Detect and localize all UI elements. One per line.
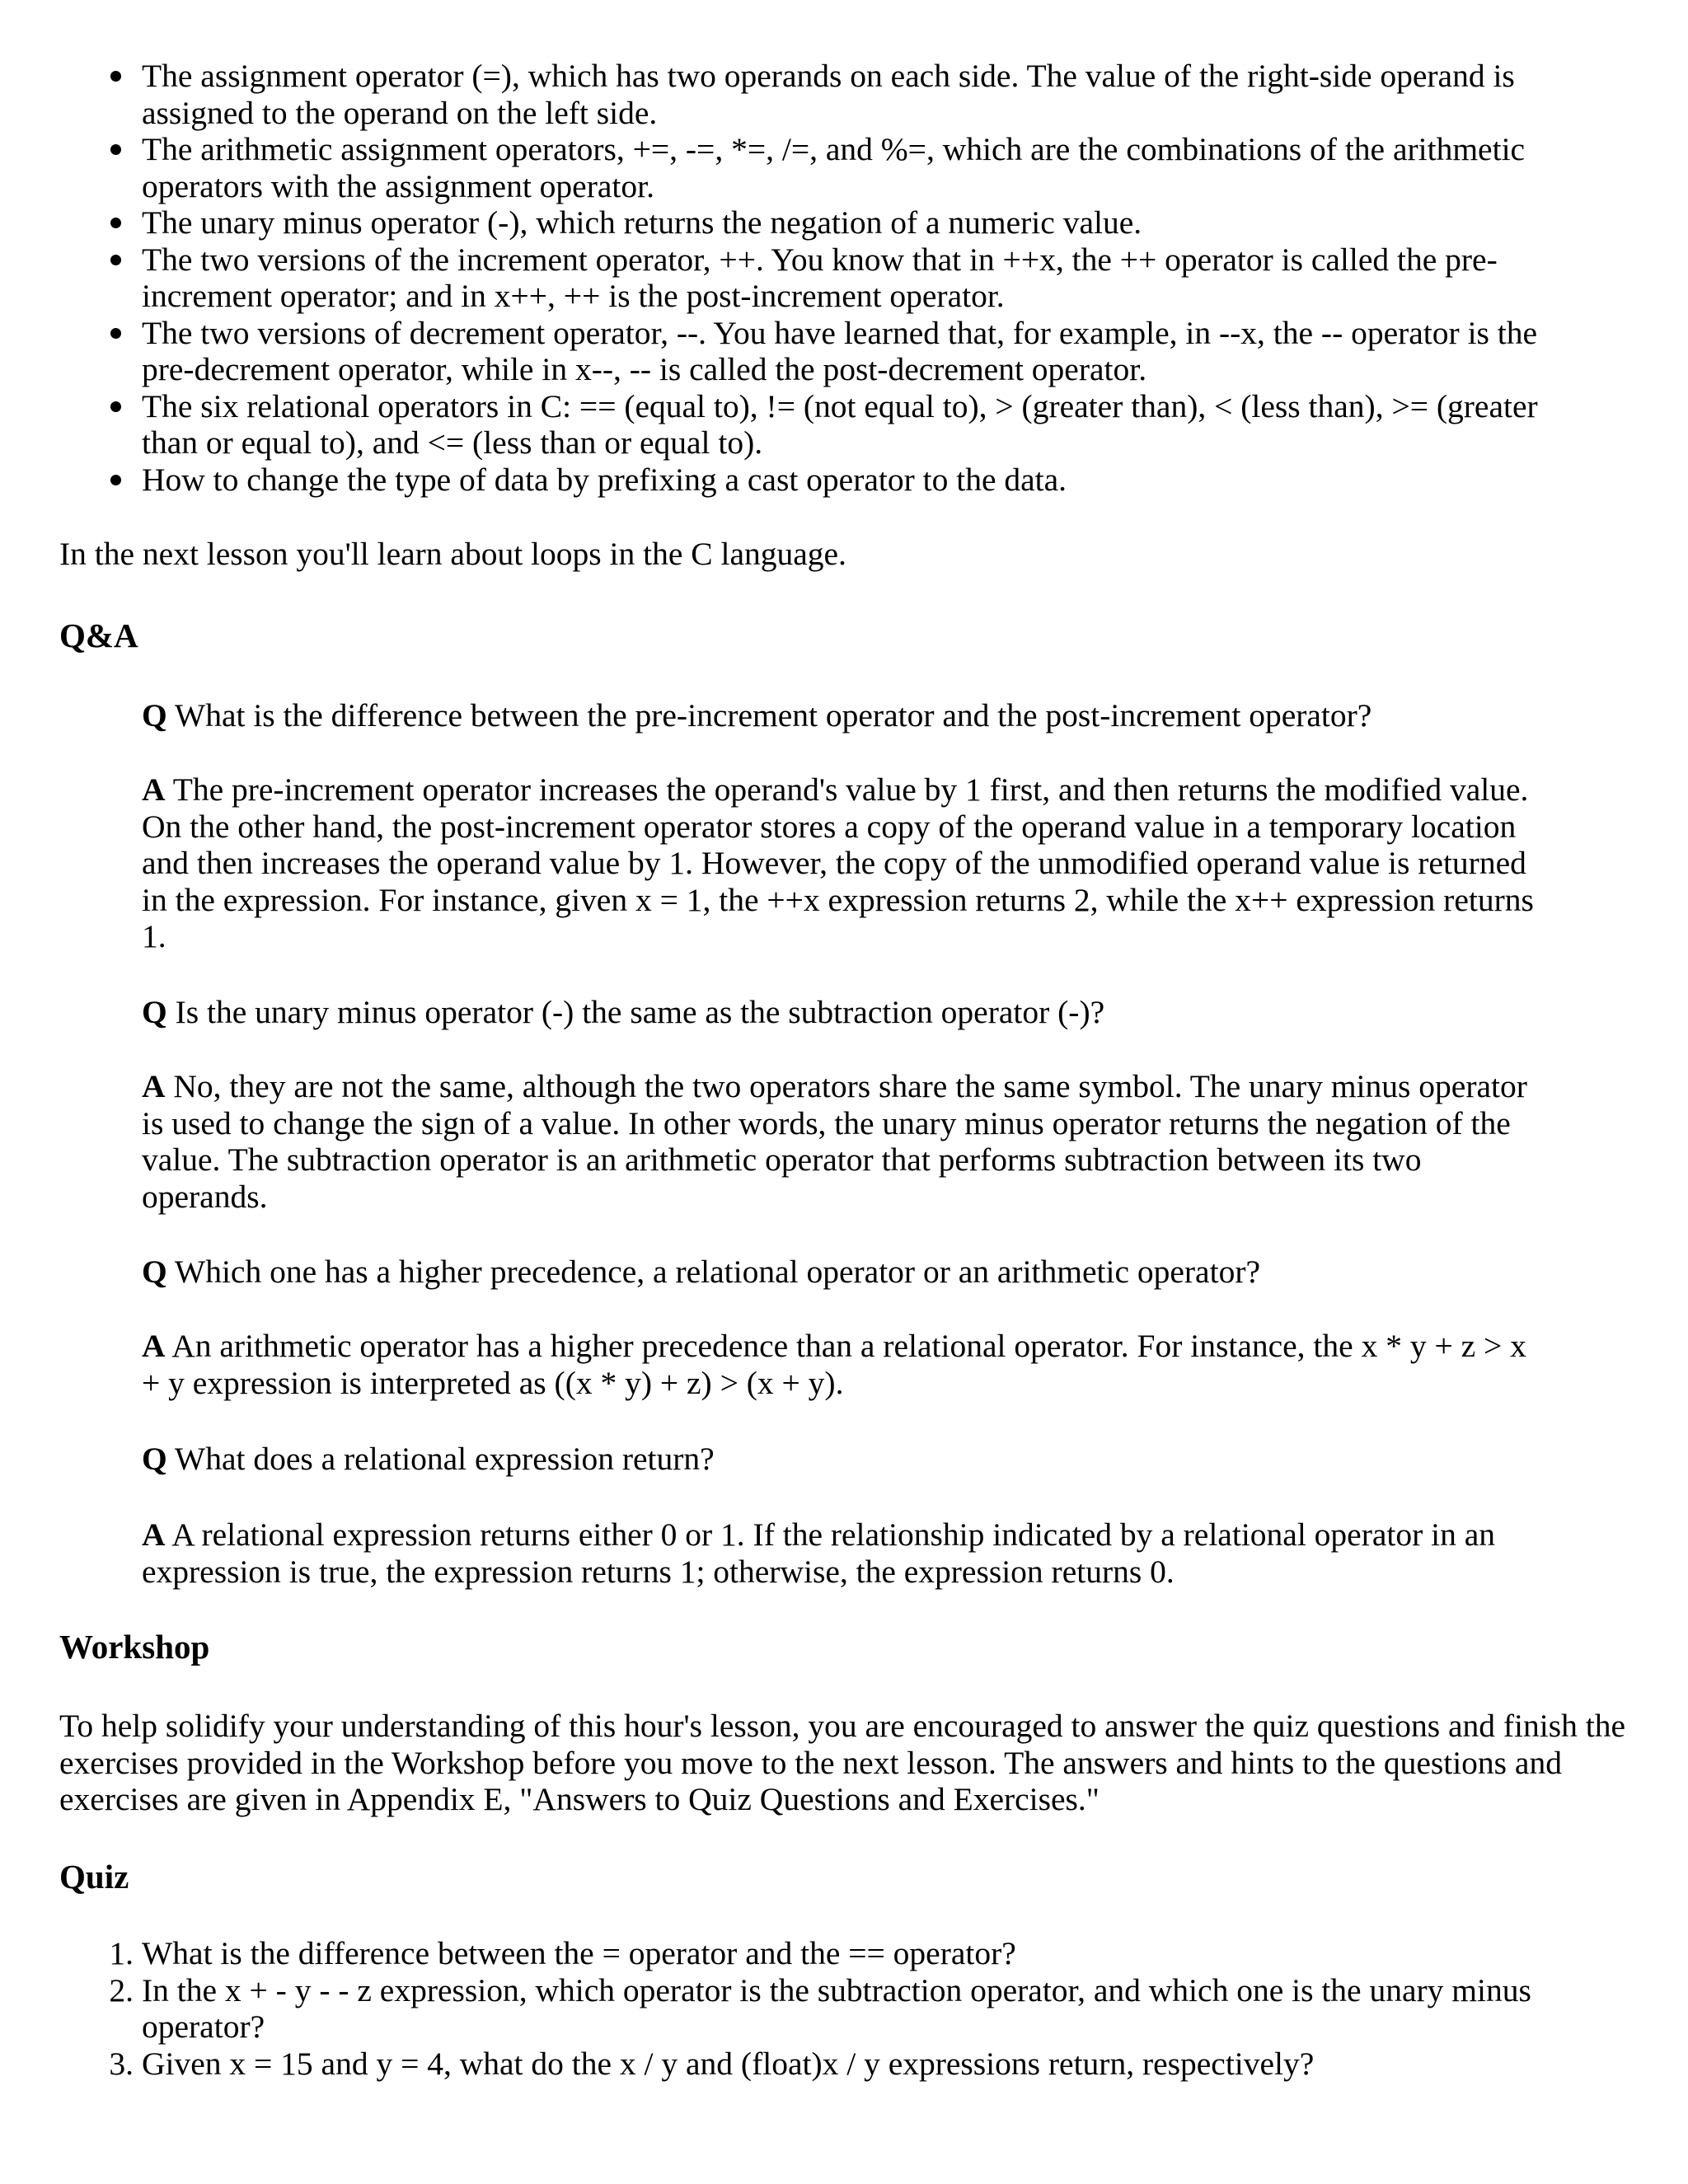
- summary-item-text: The two versions of the increment operator, ++. You know that in ++x, the ++ operator is called the pre-increment operator; and in x++, ++ is the post-increment operator.: [142, 241, 1498, 314]
- summary-item: [142, 131, 1592, 204]
- answer-text: The pre-increment operator increases the operand's value by 1 first, and then returns the modified value. On the other hand, the post-increment operator stores a copy of the operand value in a temporary location and then increases the operand value by 1. However, the copy of the unmodified operand value is returned in the expression. For instance, given x = 1, the ++x expression returns 2, while the x++ expression returns 1.: [142, 771, 1534, 954]
- qa-question: [142, 1254, 1543, 1291]
- quiz-item: [109, 1935, 1592, 1972]
- qa-question: [142, 1441, 1543, 1478]
- question-text: What is the difference between the pre-increment operator and the post-increment operator?: [174, 697, 1372, 733]
- question-label: Q: [142, 994, 167, 1030]
- quiz-item: [109, 2045, 1592, 2083]
- bullet-icon: [110, 71, 121, 82]
- summary-item: [142, 241, 1592, 315]
- quiz-item-number: 2.: [109, 1971, 134, 2008]
- qa-question: [142, 697, 1543, 734]
- quiz-item-number: 1.: [109, 1935, 134, 1971]
- summary-item: [142, 462, 1592, 499]
- qa-answer: [142, 771, 1543, 955]
- qa-answer: [142, 1516, 1543, 1590]
- question-label: Q: [142, 1254, 167, 1290]
- qa-answer: [142, 1328, 1543, 1401]
- question-label: Q: [142, 697, 167, 733]
- question-text: Which one has a higher precedence, a relational operator or an arithmetic operator?: [174, 1254, 1261, 1290]
- answer-label: A: [142, 1516, 166, 1553]
- qa-heading: Q&A: [59, 616, 138, 654]
- summary-item-text: How to change the type of data by prefixing a cast operator to the data.: [142, 461, 1067, 498]
- summary-item: [142, 315, 1592, 388]
- quiz-item-number: 3.: [109, 2045, 134, 2082]
- workshop-intro: To help solidify your understanding of this hour's lesson, you are encouraged to answer the quiz questions and finish the exercises provided in the Workshop before you move to the next lesson. The answers and hints to the questions and exercises are given in Appendix E, "Answers to Quiz Questions and Exercises.": [59, 1708, 1625, 1817]
- next-lesson-text: In the next lesson you'll learn about loops in the C language.: [59, 536, 846, 572]
- question-text: What does a relational expression return?: [174, 1441, 715, 1477]
- quiz-item-text: In the x + - y - - z expression, which operator is the subtraction operator, and which one is the unary minus operator?: [142, 1971, 1531, 2045]
- bullet-icon: [110, 475, 121, 485]
- summary-list: [142, 58, 1592, 498]
- bullet-icon: [110, 328, 121, 339]
- answer-text: A relational expression returns either 0 or 1. If the relationship indicated by a relational operator in an expression is true, the expression returns 1; otherwise, the expression returns 0.: [142, 1516, 1496, 1590]
- quiz-item-text: What is the difference between the = operator and the == operator?: [142, 1935, 1016, 1971]
- quiz-item: [109, 1971, 1592, 2046]
- bullet-icon: [110, 218, 121, 228]
- quiz-item-text: Given x = 15 and y = 4, what do the x / y and (float)x / y expressions return, respectively?: [142, 2045, 1315, 2082]
- qa-question: [142, 994, 1543, 1031]
- quiz-heading: Quiz: [59, 1858, 129, 1896]
- summary-item: [142, 58, 1592, 131]
- qa-answer: [142, 1068, 1543, 1215]
- summary-item-text: The arithmetic assignment operators, +=, -=, *=, /=, and %=, which are the combinations of the arithmetic operators with the assignment operator.: [142, 131, 1526, 204]
- answer-text: No, they are not the same, although the two operators share the same symbol. The unary minus operator is used to change the sign of a value. In other words, the unary minus operator returns the negation of the value. The subtraction operator is an arithmetic operator that performs subtraction between its two operands.: [142, 1068, 1527, 1215]
- bullet-icon: [110, 144, 121, 155]
- quiz-list: [109, 1935, 1592, 2082]
- summary-item-text: The assignment operator (=), which has two operands on each side. The value of the right-side operand is assigned to the operand on the left side.: [142, 58, 1515, 131]
- workshop-heading: Workshop: [59, 1628, 210, 1666]
- answer-label: A: [142, 1068, 166, 1104]
- bullet-icon: [110, 255, 121, 265]
- summary-item-text: The unary minus operator (-), which returns the negation of a numeric value.: [142, 204, 1142, 241]
- question-label: Q: [142, 1441, 167, 1477]
- summary-item: [142, 388, 1592, 462]
- answer-label: A: [142, 1328, 166, 1364]
- summary-item-text: The six relational operators in C: == (equal to), != (not equal to), > (greater than), < (less than), >= (greater than or equal to), and <= (less than or equal to).: [142, 387, 1538, 461]
- answer-text: An arithmetic operator has a higher precedence than a relational operator. For instance, the x * y + z > x + y expression is interpreted as ((x * y) + z) > (x + y).: [142, 1328, 1526, 1401]
- bullet-icon: [110, 401, 121, 412]
- summary-item-text: The two versions of decrement operator, --. You have learned that, for example, in --x, the -- operator is the pre-decrement operator, while in x--, -- is called the post-decrement operator.: [142, 314, 1538, 387]
- question-text: Is the unary minus operator (-) the same as the subtraction operator (-)?: [175, 994, 1105, 1030]
- summary-item: [142, 204, 1592, 241]
- answer-label: A: [142, 771, 166, 808]
